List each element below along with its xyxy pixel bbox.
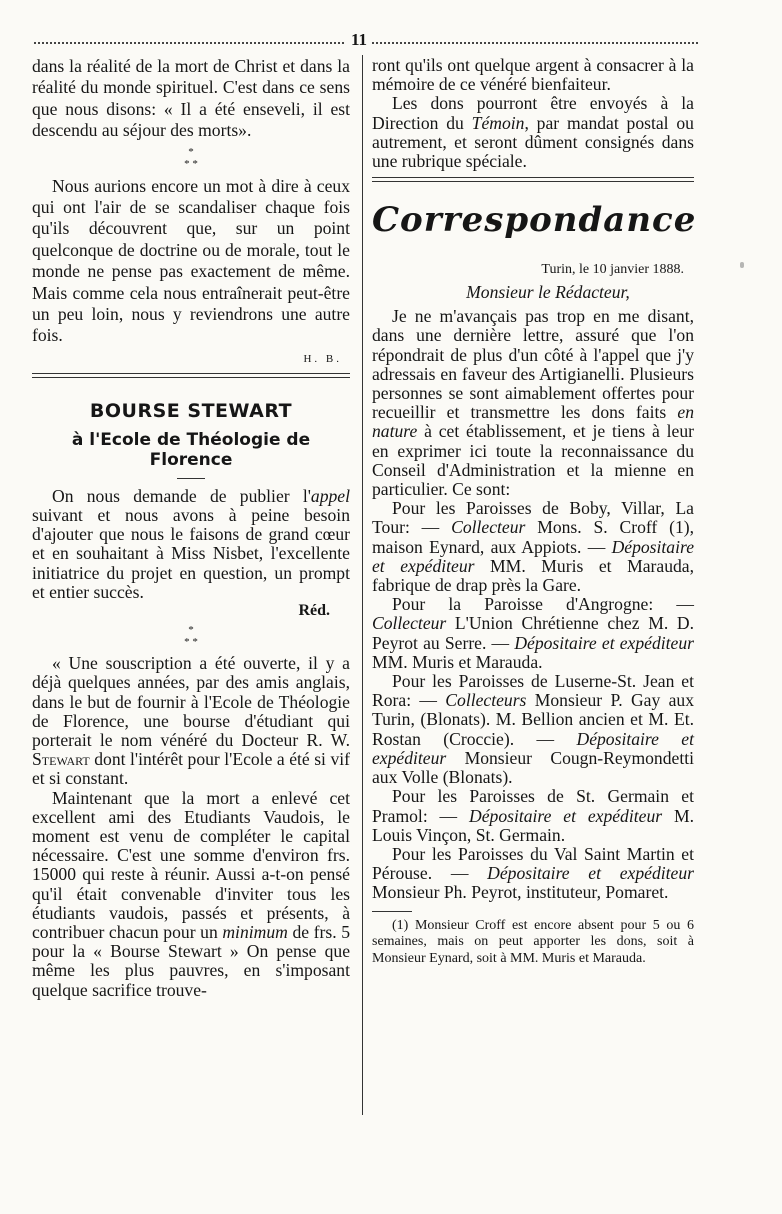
intro-paragraph: dans la réalité de la mort de Christ et dans la réalité du monde spirituel. C'est dans ce sens que nous disons: « Il a été enseveli, il est descendu au séjour des morts». xyxy=(32,56,350,141)
parish-boby: Pour les Paroisses de Boby, Villar, La Tour: — Collecteur Mons. S. Croff (1), maison Eynard, aux Appiots. — Dépositaire et expéditeur MM. Muris et Marauda, fabrique de drap près la Gare. xyxy=(372,498,695,596)
title-dash xyxy=(177,478,205,479)
header-rule-right xyxy=(372,42,698,44)
appeal-paragraph-2: Maintenant que la mort a enlevé cet excellent ami des Etudiants Vaudois, le moment est venu de compléter le capital nécessaire. C'est une somme d'environ frs. 15000 qui reste à réunir. Aussi a-t-on pensé qu'il était convenable d'inviter tous les étudiants vaudois, passés et présents, à contribuer chacun pour un minimum de frs. 5 pour la « Bourse Stewart » On pense que même les plus pauvres, en s'imposant quelque sacrifice trouve- xyxy=(32,787,350,1000)
left-column xyxy=(32,56,350,1000)
parish-germain: Pour les Paroisses de St. Germain et Pramol: — Dépositaire et expéditeur M. Louis Vinçon, St. Germain. xyxy=(372,786,694,845)
parish-angrogne: Pour la Paroisse d'Angrogne: — Collecteur L'Union Chrétienne chez M. D. Peyrot au Serre. — Dépositaire et expéditeur MM. Muris et Marauda. xyxy=(372,594,695,672)
signature: H. B. xyxy=(303,352,342,365)
header-rule-left xyxy=(34,42,344,44)
page-number: 11 xyxy=(350,30,368,49)
red-signature: Réd. xyxy=(298,602,330,620)
section-stars-2: * * * xyxy=(184,624,198,649)
column-divider xyxy=(362,55,363,1115)
continued-paragraph: ront qu'ils ont quelque argent à consacrer à la mémoire de ce vénéré bienfaiteur. xyxy=(372,55,694,95)
appeal-paragraph: « Une souscription a été ouverte, il y a déjà quelques années, par des amis anglais, dans le but de fournir à l'Ecole de Théologie de Florence, une bourse d'étudiant qui porterait le nom vénéré du Docteur R. W. Stewart dont l'intérêt pour l'Ecole a été si vif et si constant. xyxy=(32,653,350,789)
bourse-title: BOURSE STEWART xyxy=(89,399,293,422)
parish-martin: Pour les Paroisses du Val Saint Martin et Pérouse. — Dépositaire et expéditeur Monsieur Ph. Peyrot, instituteur, Pomaret. xyxy=(372,843,694,903)
bourse-subtitle: à l'Ecole de Théologie de Florence xyxy=(71,429,311,470)
salutation: Monsieur le Rédacteur, xyxy=(466,282,630,303)
footnote-rule xyxy=(372,911,412,912)
dons-paragraph: Les dons pourront être envoyés à la Direction du Témoin, par mandat postal ou autrement, et seront dûment consignés dans une rubrique spéciale. xyxy=(372,93,694,172)
ink-speck xyxy=(740,262,744,268)
section-stars: * * * xyxy=(184,145,198,170)
bourse-intro: On nous demande de publier l'appel suivant et nous avons à peine besoin d'ajouter que nous le faisons de grand cœur et en souhaitant à Miss Nisbet, l'excellente initiatrice du projet en question, un prompt et entier succès. xyxy=(32,485,350,602)
section-rule-right xyxy=(372,177,694,182)
footnote-text: (1) Monsieur Croff est encore absent pour 5 ou 6 semaines, mais on peut apporter les dons, soit à Monsieur Eynard, soit à MM. Muris et Marauda. xyxy=(372,917,694,966)
correspondance-title: Correspondance xyxy=(372,200,697,241)
letter-paragraph: Je ne m'avançais pas trop en me disant, dans une dernière lettre, assuré que l'on répondrait de plus d'un côté à l'appel que j'y adressais en faveur des Artigianelli. Plusieurs personnes se sont aimablement offertes pour recueillir et transmettre les dons faits en nature à cet établissement, et je tiens à leur en exprimer ici toute la reconnaissance du Conseil d'Administration et la mienne en particulier. Ce sont: xyxy=(372,306,694,500)
parish-luserne: Pour les Paroisses de Luserne-St. Jean et Rora: — Collecteurs Monsieur P. Gay aux Turin, (Blonats). M. Bellion ancien et M. Et. Rostan (Croccie). — Dépositaire et expéditeur Monsieur Cougn-Reymondetti aux Volle (Blonats). xyxy=(372,671,694,788)
footnote xyxy=(372,918,694,968)
section-rule xyxy=(32,373,350,378)
dateline: Turin, le 10 janvier 1888. xyxy=(541,262,684,278)
second-paragraph: Nous aurions encore un mot à dire à ceux qui ont l'air de se scandaliser chaque fois qu'ils découvrent que, sur un point quelconque de doctrine ou de morale, tout le monde ne pense pas exactement de même. Mais comme cela nous entraînerait peut-être un peu loin, nous y reviendrons une autre fois. xyxy=(32,175,350,346)
right-column xyxy=(372,55,697,967)
